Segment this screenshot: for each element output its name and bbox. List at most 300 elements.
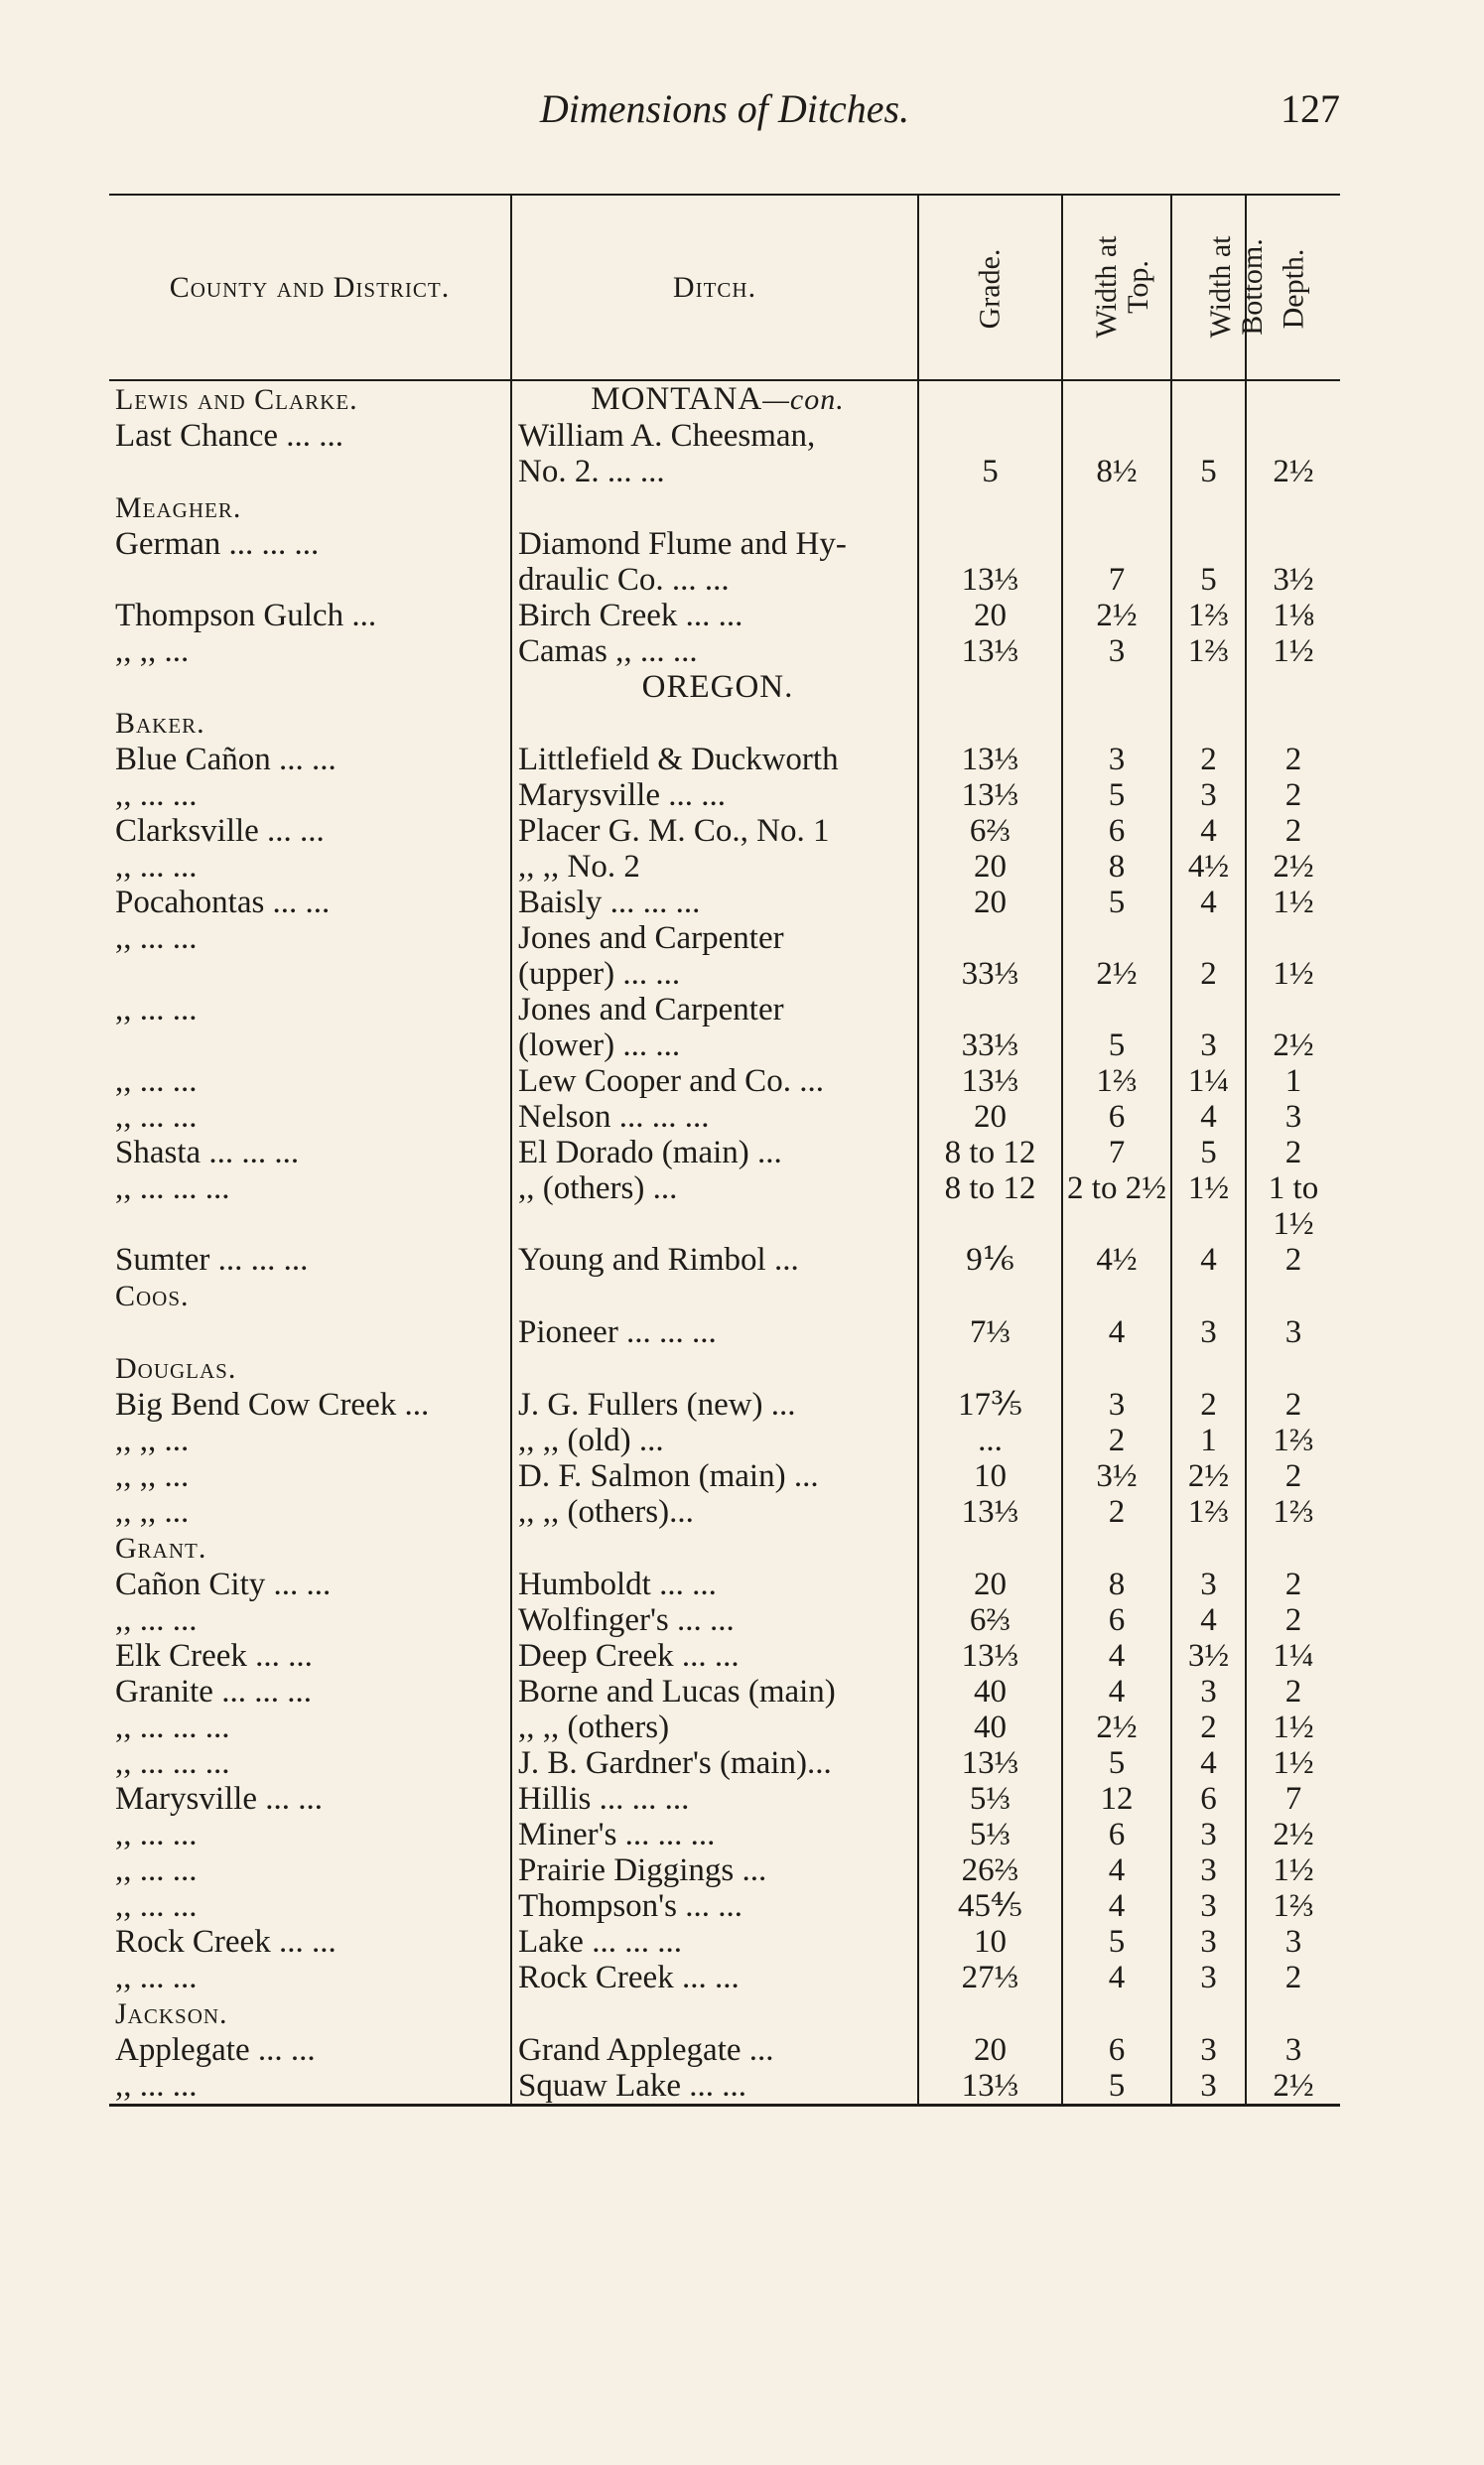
depth-cell xyxy=(1246,1530,1340,1567)
depth-cell: 2½ xyxy=(1246,454,1340,489)
county-district-cell xyxy=(109,1888,511,1924)
table-row xyxy=(109,1027,1340,1063)
width-top-cell: 6 xyxy=(1062,2032,1171,2068)
ditch-cell xyxy=(511,1745,918,1781)
district-name: Rock Creek ... ... xyxy=(115,1924,337,1960)
ditch-name: Placer G. M. Co., No. 1 xyxy=(518,813,830,849)
width-bottom-cell xyxy=(1171,1278,1246,1314)
county-district-cell xyxy=(109,1494,511,1530)
grade-cell: 9⅙ xyxy=(918,1242,1062,1278)
depth-cell: 1½ xyxy=(1246,1852,1340,1888)
table-row xyxy=(109,1567,1340,1602)
depth-cell xyxy=(1246,920,1340,956)
district-name: ,, ... ... xyxy=(115,920,198,956)
ditch-name: Birch Creek ... ... xyxy=(518,598,743,633)
grade-cell: 13⅓ xyxy=(918,777,1062,813)
district-name: Thompson Gulch ... xyxy=(115,598,377,633)
width-bottom-cell: 5 xyxy=(1171,454,1246,489)
width-bottom-cell xyxy=(1171,1206,1246,1242)
county-district-cell xyxy=(109,1924,511,1960)
district-name: Shasta ... ... ... xyxy=(115,1135,300,1170)
ditch-name: Squaw Lake ... ... xyxy=(518,2068,747,2104)
ditch-cell xyxy=(511,1423,918,1458)
depth-cell: 1⅛ xyxy=(1246,598,1340,633)
width-top-cell: 12 xyxy=(1062,1781,1171,1817)
county-district-cell xyxy=(109,1781,511,1817)
width-top-cell: 8 xyxy=(1062,1567,1171,1602)
district-name: ,, ... ... xyxy=(115,2068,198,2104)
table-row xyxy=(109,777,1340,813)
district-name: ,, ... ... xyxy=(115,849,198,885)
width-bottom-cell xyxy=(1171,526,1246,562)
width-bottom-cell: 2 xyxy=(1171,1387,1246,1423)
grade-cell: 8 to 12 xyxy=(918,1135,1062,1170)
county-heading: Coos. xyxy=(115,1280,190,1312)
page-header xyxy=(109,85,1340,135)
depth-cell: 3 xyxy=(1246,1314,1340,1350)
width-top-cell: 4½ xyxy=(1062,1242,1171,1278)
depth-cell: 1½ xyxy=(1246,956,1340,992)
width-top-cell: 8½ xyxy=(1062,454,1171,489)
district-name: ,, ... ... ... xyxy=(115,1710,230,1745)
width-top-cell: 6 xyxy=(1062,1099,1171,1135)
table-row xyxy=(109,1063,1340,1099)
table-row xyxy=(109,2068,1340,2106)
ditch-cell xyxy=(511,598,918,633)
table-row xyxy=(109,1242,1340,1278)
depth-cell xyxy=(1246,526,1340,562)
width-bottom-cell: 1⅔ xyxy=(1171,598,1246,633)
width-bottom-cell: 6 xyxy=(1171,1781,1246,1817)
ditch-cell xyxy=(511,1027,918,1063)
width-top-cell: 5 xyxy=(1062,777,1171,813)
depth-cell xyxy=(1246,705,1340,742)
ditch-name: Jones and Carpenter xyxy=(518,920,784,956)
ditch-cell xyxy=(511,380,918,418)
width-top-cell: 5 xyxy=(1062,2068,1171,2106)
state-heading xyxy=(518,669,917,705)
grade-cell: 20 xyxy=(918,885,1062,920)
county-district-cell xyxy=(109,1817,511,1852)
county-district-cell xyxy=(109,1135,511,1170)
district-name: ,, ... ... xyxy=(115,1817,198,1852)
county-heading: Baker. xyxy=(115,707,205,740)
depth-cell: 2 xyxy=(1246,1567,1340,1602)
ditch-name: D. F. Salmon (main) ... xyxy=(518,1458,819,1494)
district-name: Granite ... ... ... xyxy=(115,1674,312,1710)
width-top-cell xyxy=(1062,705,1171,742)
district-name: ,, ,, ... xyxy=(115,1494,190,1530)
depth-cell: 2 xyxy=(1246,1387,1340,1423)
ditch-cell xyxy=(511,777,918,813)
ditch-cell xyxy=(511,1710,918,1745)
width-bottom-cell: 1¼ xyxy=(1171,1063,1246,1099)
county-district-cell xyxy=(109,1387,511,1423)
width-bottom-cell xyxy=(1171,380,1246,418)
county-district-cell xyxy=(109,1206,511,1242)
district-name: ,, ... ... xyxy=(115,1602,198,1638)
width-top-cell: 6 xyxy=(1062,813,1171,849)
ditch-cell xyxy=(511,633,918,669)
table-row xyxy=(109,1135,1340,1170)
depth-cell: 2 xyxy=(1246,742,1340,777)
width-top-cell: 4 xyxy=(1062,1674,1171,1710)
ditch-name: draulic Co. ... ... xyxy=(518,562,730,598)
ditch-cell xyxy=(511,1530,918,1567)
ditch-cell xyxy=(511,705,918,742)
grade-cell: 13⅓ xyxy=(918,1745,1062,1781)
width-bottom-cell: 3 xyxy=(1171,1567,1246,1602)
county-district-cell xyxy=(109,1027,511,1063)
depth-cell: 3 xyxy=(1246,1924,1340,1960)
col-header-width-top-label: Width at Top. xyxy=(1090,235,1154,339)
depth-cell xyxy=(1246,669,1340,705)
width-top-cell xyxy=(1062,380,1171,418)
district-name: ,, ... ... ... xyxy=(115,1170,230,1206)
width-bottom-cell: 2 xyxy=(1171,956,1246,992)
grade-cell xyxy=(918,380,1062,418)
district-name: Cañon City ... ... xyxy=(115,1567,332,1602)
table-row xyxy=(109,1745,1340,1781)
grade-cell xyxy=(918,669,1062,705)
county-district-cell xyxy=(109,1638,511,1674)
table-body xyxy=(109,380,1340,2106)
width-top-cell: 7 xyxy=(1062,1135,1171,1170)
depth-cell: 2 xyxy=(1246,1135,1340,1170)
grade-cell: 13⅓ xyxy=(918,633,1062,669)
width-bottom-cell: 3 xyxy=(1171,1852,1246,1888)
grade-cell: 13⅓ xyxy=(918,1063,1062,1099)
width-bottom-cell: 5 xyxy=(1171,562,1246,598)
county-district-cell xyxy=(109,1278,511,1314)
ditch-name: Humboldt ... ... xyxy=(518,1567,717,1602)
county-heading: Grant. xyxy=(115,1532,207,1565)
width-top-cell: 2½ xyxy=(1062,598,1171,633)
depth-cell: 1½ xyxy=(1246,1710,1340,1745)
county-district-cell xyxy=(109,956,511,992)
ditch-name: J. G. Fullers (new) ... xyxy=(518,1387,796,1423)
depth-cell: 2 xyxy=(1246,1960,1340,1995)
ditch-cell xyxy=(511,669,918,705)
ditch-name: No. 2. ... ... xyxy=(518,454,665,489)
table-row xyxy=(109,1638,1340,1674)
grade-cell: 5⅓ xyxy=(918,1817,1062,1852)
col-header-grade xyxy=(918,195,1062,380)
ditch-name: William A. Cheesman, xyxy=(518,418,816,454)
ditch-name: Lew Cooper and Co. ... xyxy=(518,1063,824,1099)
width-top-cell: 4 xyxy=(1062,1960,1171,1995)
ditch-name: Nelson ... ... ... xyxy=(518,1099,710,1135)
county-district-cell xyxy=(109,1350,511,1387)
ditch-name: (lower) ... ... xyxy=(518,1027,681,1063)
table-row xyxy=(109,1888,1340,1924)
grade-cell: 7⅓ xyxy=(918,1314,1062,1350)
district-name: ,, ... ... xyxy=(115,1888,198,1924)
ditch-cell xyxy=(511,1494,918,1530)
grade-cell: 20 xyxy=(918,598,1062,633)
ditch-cell xyxy=(511,742,918,777)
width-bottom-cell: 2 xyxy=(1171,742,1246,777)
grade-cell: 6⅔ xyxy=(918,813,1062,849)
width-top-cell: 4 xyxy=(1062,1852,1171,1888)
district-name: Marysville ... ... xyxy=(115,1781,323,1817)
ditch-cell xyxy=(511,849,918,885)
grade-cell: 13⅓ xyxy=(918,742,1062,777)
ditch-name: Lake ... ... ... xyxy=(518,1924,682,1960)
district-name: Last Chance ... ... xyxy=(115,418,344,454)
grade-cell: 13⅓ xyxy=(918,1638,1062,1674)
state-name: MONTANA xyxy=(591,381,763,417)
grade-cell xyxy=(918,920,1062,956)
county-district-cell xyxy=(109,1458,511,1494)
ditch-cell xyxy=(511,1063,918,1099)
ditch-cell xyxy=(511,489,918,526)
county-district-cell xyxy=(109,1674,511,1710)
grade-cell xyxy=(918,1350,1062,1387)
depth-cell: 2½ xyxy=(1246,1027,1340,1063)
ditch-cell xyxy=(511,1135,918,1170)
ditch-name: Jones and Carpenter xyxy=(518,992,784,1027)
depth-cell: 1½ xyxy=(1246,1745,1340,1781)
width-bottom-cell: 3 xyxy=(1171,777,1246,813)
ditch-cell xyxy=(511,1099,918,1135)
ditch-cell xyxy=(511,1960,918,1995)
width-bottom-cell: 4½ xyxy=(1171,849,1246,885)
width-bottom-cell: 4 xyxy=(1171,885,1246,920)
width-top-cell xyxy=(1062,920,1171,956)
ditch-name: ,, (others) ... xyxy=(518,1170,678,1206)
table-row xyxy=(109,633,1340,669)
county-district-cell xyxy=(109,562,511,598)
width-bottom-cell: 4 xyxy=(1171,1099,1246,1135)
ditch-name: Hillis ... ... ... xyxy=(518,1781,690,1817)
district-name: Applegate ... ... xyxy=(115,2032,316,2068)
grade-cell: 40 xyxy=(918,1674,1062,1710)
width-bottom-cell xyxy=(1171,1350,1246,1387)
width-bottom-cell xyxy=(1171,705,1246,742)
width-top-cell: 3 xyxy=(1062,742,1171,777)
depth-cell: 2½ xyxy=(1246,849,1340,885)
grade-cell xyxy=(918,1995,1062,2032)
depth-cell: 1 to xyxy=(1246,1170,1340,1206)
district-name: Blue Cañon ... ... xyxy=(115,742,337,777)
county-heading: Douglas. xyxy=(115,1352,237,1385)
ditch-name: Grand Applegate ... xyxy=(518,2032,774,2068)
county-district-cell xyxy=(109,1567,511,1602)
county-district-cell xyxy=(109,1530,511,1567)
depth-cell: 2½ xyxy=(1246,1817,1340,1852)
table-row xyxy=(109,1852,1340,1888)
ditch-cell xyxy=(511,1314,918,1350)
width-bottom-cell: 5 xyxy=(1171,1135,1246,1170)
width-bottom-cell: 3½ xyxy=(1171,1638,1246,1674)
width-top-cell xyxy=(1062,526,1171,562)
depth-cell xyxy=(1246,1350,1340,1387)
col-header-county: County and District. xyxy=(109,195,511,380)
width-bottom-cell: 3 xyxy=(1171,2068,1246,2106)
grade-cell xyxy=(918,705,1062,742)
depth-cell: 2½ xyxy=(1246,2068,1340,2106)
county-district-cell xyxy=(109,1063,511,1099)
depth-cell: 3 xyxy=(1246,2032,1340,2068)
width-top-cell: 2 to 2½ xyxy=(1062,1170,1171,1206)
county-district-cell xyxy=(109,1170,511,1206)
table-row xyxy=(109,1206,1340,1242)
width-bottom-cell: 3 xyxy=(1171,1960,1246,1995)
ditch-name: ,, ,, (others) xyxy=(518,1710,670,1745)
ditch-name: Marysville ... ... xyxy=(518,777,726,813)
width-top-cell xyxy=(1062,1350,1171,1387)
grade-cell: 10 xyxy=(918,1458,1062,1494)
county-district-cell xyxy=(109,1995,511,2032)
width-top-cell: 2½ xyxy=(1062,1710,1171,1745)
table-row xyxy=(109,1781,1340,1817)
county-district-cell xyxy=(109,454,511,489)
table-row xyxy=(109,956,1340,992)
width-top-cell: 3½ xyxy=(1062,1458,1171,1494)
table-row xyxy=(109,1314,1340,1350)
width-bottom-cell: 3 xyxy=(1171,1027,1246,1063)
width-top-cell xyxy=(1062,1530,1171,1567)
depth-cell xyxy=(1246,380,1340,418)
ditch-cell xyxy=(511,2032,918,2068)
ditch-name: Borne and Lucas (main) xyxy=(518,1674,836,1710)
table-row xyxy=(109,1170,1340,1206)
county-heading: Meagher. xyxy=(115,491,242,524)
ditch-cell xyxy=(511,526,918,562)
county-district-cell xyxy=(109,380,511,418)
ditch-name: Pioneer ... ... ... xyxy=(518,1314,717,1350)
ditch-cell xyxy=(511,1170,918,1206)
grade-cell: 8 to 12 xyxy=(918,1170,1062,1206)
ditch-cell xyxy=(511,2068,918,2106)
width-top-cell xyxy=(1062,992,1171,1027)
depth-cell: 1½ xyxy=(1246,633,1340,669)
state-name: OREGON. xyxy=(641,669,794,705)
depth-cell: 1½ xyxy=(1246,885,1340,920)
width-bottom-cell xyxy=(1171,669,1246,705)
grade-cell: 13⅓ xyxy=(918,2068,1062,2106)
county-district-cell xyxy=(109,1099,511,1135)
ditch-cell xyxy=(511,1924,918,1960)
table-row xyxy=(109,1602,1340,1638)
page-number: 127 xyxy=(1281,86,1340,131)
district-name: Clarksville ... ... xyxy=(115,813,325,849)
running-title: Dimensions of Ditches. xyxy=(539,86,910,131)
grade-cell: ... xyxy=(918,1423,1062,1458)
table-row xyxy=(109,1995,1340,2032)
width-top-cell xyxy=(1062,669,1171,705)
county-district-cell xyxy=(109,598,511,633)
width-bottom-cell: 2½ xyxy=(1171,1458,1246,1494)
county-district-cell xyxy=(109,418,511,454)
county-heading: Jackson. xyxy=(115,1997,228,2030)
grade-cell: 20 xyxy=(918,1099,1062,1135)
depth-cell: 1¼ xyxy=(1246,1638,1340,1674)
table-header-row xyxy=(109,195,1340,380)
table-row xyxy=(109,1530,1340,1567)
ditch-cell xyxy=(511,1350,918,1387)
district-name: Pocahontas ... ... xyxy=(115,885,331,920)
grade-cell: 33⅓ xyxy=(918,1027,1062,1063)
ditch-name: El Dorado (main) ... xyxy=(518,1135,782,1170)
width-bottom-cell: 3 xyxy=(1171,1314,1246,1350)
ditch-name: Prairie Diggings ... xyxy=(518,1852,767,1888)
width-bottom-cell xyxy=(1171,920,1246,956)
width-top-cell xyxy=(1062,1995,1171,2032)
county-district-cell xyxy=(109,1710,511,1745)
depth-cell: 1 xyxy=(1246,1063,1340,1099)
grade-cell xyxy=(918,489,1062,526)
width-bottom-cell: 3 xyxy=(1171,1817,1246,1852)
table-row xyxy=(109,1960,1340,1995)
col-header-grade-label: Grade. xyxy=(973,248,1007,329)
ditch-cell xyxy=(511,1888,918,1924)
ditch-cell xyxy=(511,885,918,920)
table-row xyxy=(109,1674,1340,1710)
table-row xyxy=(109,1458,1340,1494)
width-top-cell xyxy=(1062,1206,1171,1242)
grade-cell: 20 xyxy=(918,2032,1062,2068)
district-name: Big Bend Cow Creek ... xyxy=(115,1387,430,1423)
depth-cell xyxy=(1246,1278,1340,1314)
ditch-cell xyxy=(511,920,918,956)
col-header-depth-label: Depth. xyxy=(1276,248,1309,329)
ditch-cell xyxy=(511,1602,918,1638)
table-row xyxy=(109,1423,1340,1458)
ditch-cell xyxy=(511,1995,918,2032)
ditch-cell xyxy=(511,1781,918,1817)
ditch-cell xyxy=(511,1458,918,1494)
width-bottom-cell xyxy=(1171,992,1246,1027)
county-district-cell xyxy=(109,992,511,1027)
depth-cell xyxy=(1246,418,1340,454)
grade-cell xyxy=(918,1206,1062,1242)
table-row xyxy=(109,380,1340,418)
county-district-cell xyxy=(109,1314,511,1350)
width-top-cell: 5 xyxy=(1062,1924,1171,1960)
col-header-width-bottom xyxy=(1171,195,1269,380)
grade-cell xyxy=(918,1278,1062,1314)
ditch-name: Rock Creek ... ... xyxy=(518,1960,740,1995)
ditch-name: Wolfinger's ... ... xyxy=(518,1602,735,1638)
width-top-cell xyxy=(1062,418,1171,454)
width-bottom-cell xyxy=(1171,418,1246,454)
grade-cell: 13⅓ xyxy=(918,562,1062,598)
ditch-name: ,, ,, (others)... xyxy=(518,1494,694,1530)
depth-cell xyxy=(1246,992,1340,1027)
ditch-cell xyxy=(511,813,918,849)
county-district-cell xyxy=(109,2032,511,2068)
district-name: ,, ... ... xyxy=(115,1099,198,1135)
ditch-cell xyxy=(511,1242,918,1278)
table-row xyxy=(109,1924,1340,1960)
county-district-cell xyxy=(109,489,511,526)
depth-cell: 3½ xyxy=(1246,562,1340,598)
county-district-cell xyxy=(109,777,511,813)
table-row xyxy=(109,1278,1340,1314)
width-top-cell: 4 xyxy=(1062,1314,1171,1350)
depth-cell: 7 xyxy=(1246,1781,1340,1817)
ditch-cell xyxy=(511,1278,918,1314)
width-bottom-cell: 3 xyxy=(1171,1674,1246,1710)
table-row xyxy=(109,742,1340,777)
ditch-table xyxy=(109,194,1340,2107)
width-bottom-cell: 3 xyxy=(1171,1924,1246,1960)
county-district-cell xyxy=(109,526,511,562)
ditch-cell xyxy=(511,1674,918,1710)
county-district-cell xyxy=(109,742,511,777)
